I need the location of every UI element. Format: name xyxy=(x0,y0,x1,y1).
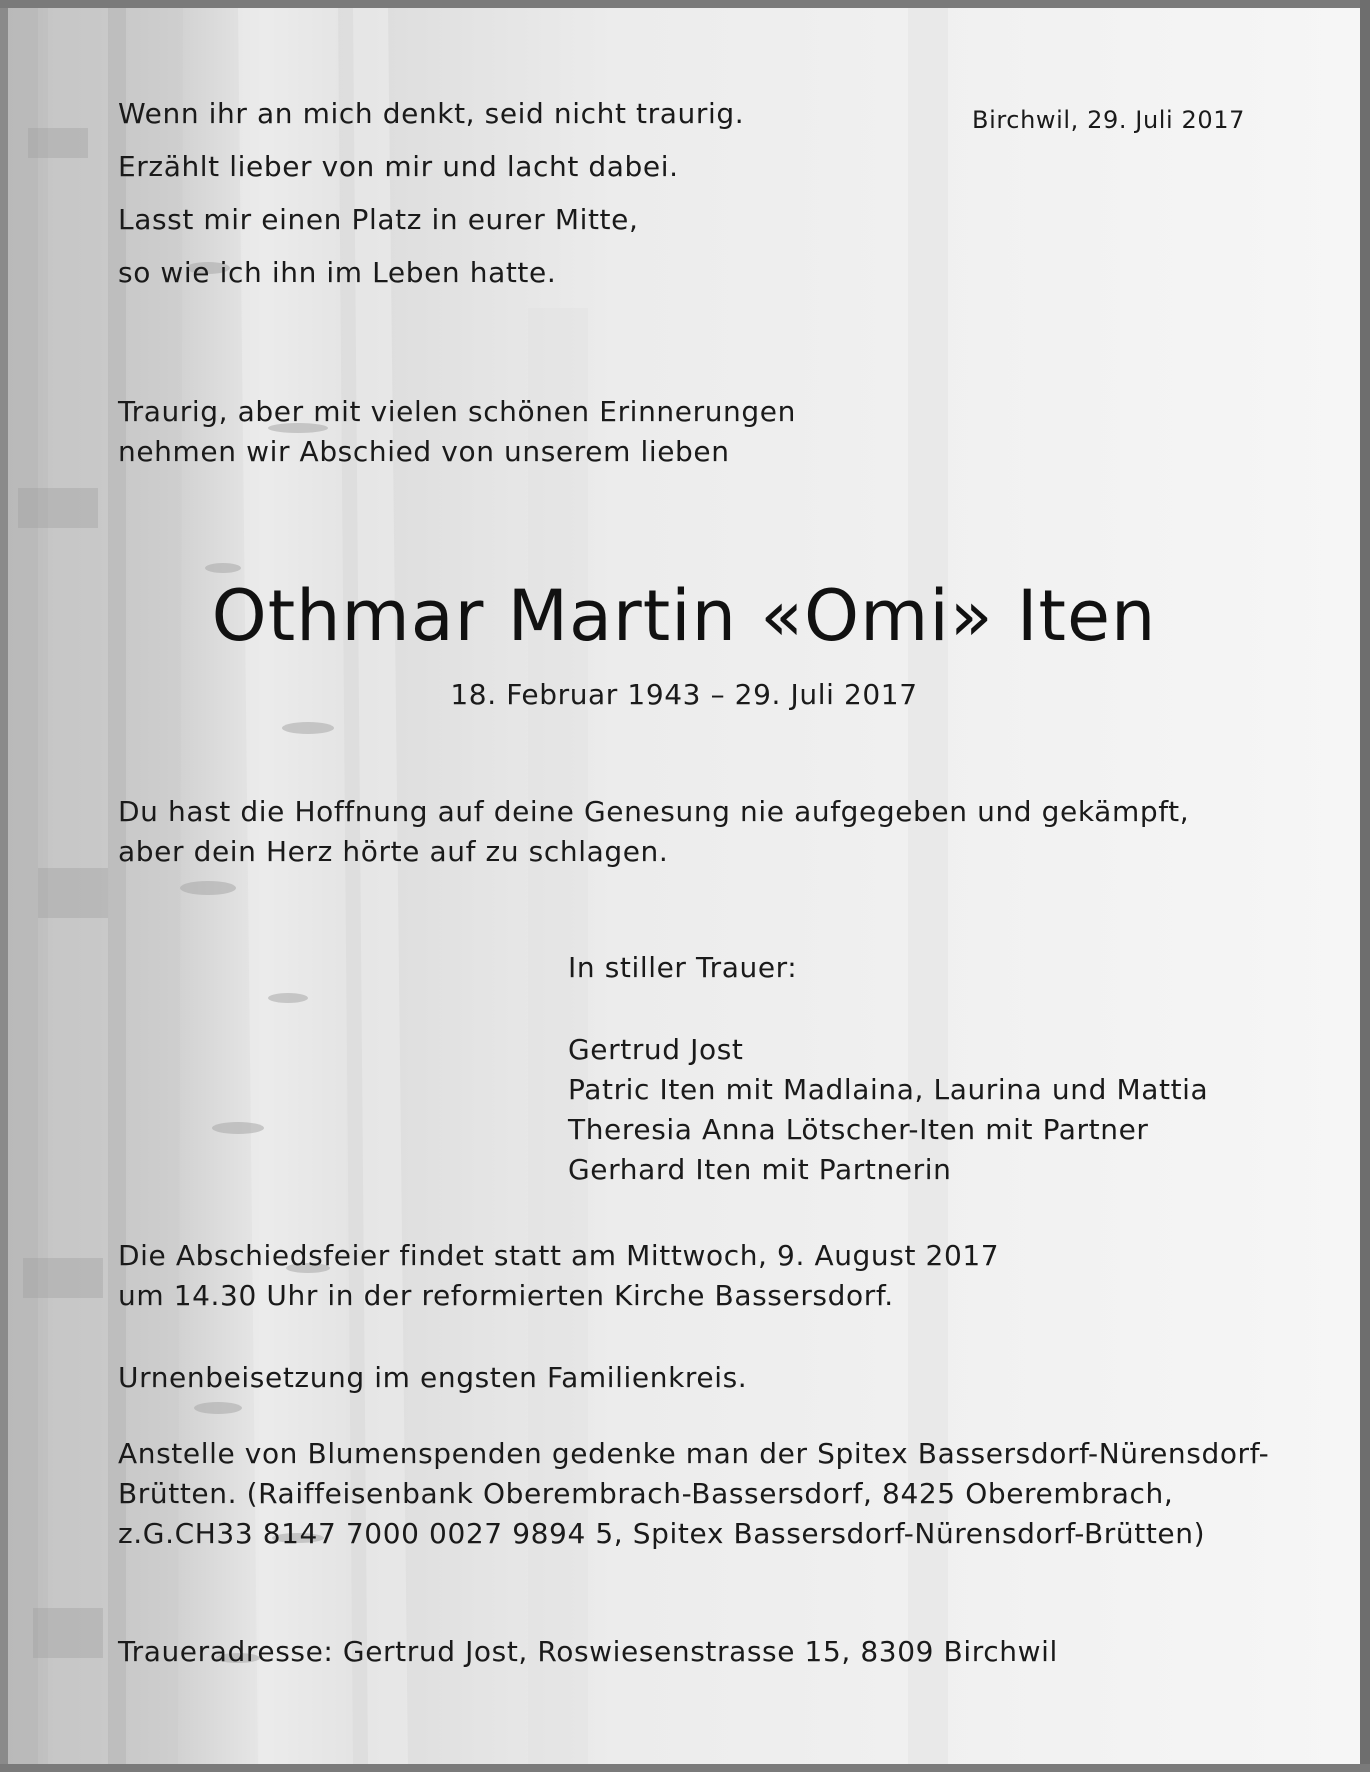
poem xyxy=(118,94,744,306)
burial-text: Urnenbeisetzung im engsten Familienkreis. xyxy=(118,1361,748,1394)
life-dates: 18. Februar 1943 – 29. Juli 2017 xyxy=(450,678,918,711)
donation-line: Anstelle von Blumenspenden gedenke man der Spitex Bassersdorf-Nürensdorf- xyxy=(118,1437,1270,1470)
ceremony-text xyxy=(118,1236,999,1316)
donation-text xyxy=(118,1434,1269,1554)
obituary-page xyxy=(8,8,1360,1764)
poem-line: Wenn ihr an mich denkt, seid nicht traurig. xyxy=(118,97,745,130)
mourners-list xyxy=(568,1030,1208,1190)
frame-top xyxy=(0,0,1370,8)
ceremony-line: um 14.30 Uhr in der reformierten Kirche Bassersdorf. xyxy=(118,1279,894,1312)
intro-text xyxy=(118,392,796,472)
mourner-name: Gerhard Iten mit Partnerin xyxy=(568,1153,952,1186)
frame-left xyxy=(0,0,8,1772)
mourner-name: Gertrud Jost xyxy=(568,1033,744,1066)
intro-line: Traurig, aber mit vielen schönen Erinnerungen xyxy=(118,395,796,428)
poem-line: Lasst mir einen Platz in eurer Mitte, xyxy=(118,203,639,236)
frame-right xyxy=(1360,0,1370,1772)
message-line: aber dein Herz hörte auf zu schlagen. xyxy=(118,835,669,868)
deceased-name: Othmar Martin «Omi» Iten xyxy=(211,575,1157,657)
frame-bottom xyxy=(0,1764,1370,1772)
message-text xyxy=(118,792,1189,872)
intro-line: nehmen wir Abschied von unserem lieben xyxy=(118,435,730,468)
mourner-name: Patric Iten mit Madlaina, Laurina und Mattia xyxy=(568,1073,1209,1106)
message-line: Du hast die Hoffnung auf deine Genesung nie aufgegeben und gekämpft, xyxy=(118,795,1190,828)
mourning-address: Traueradresse: Gertrud Jost, Roswiesenstrasse 15, 8309 Birchwil xyxy=(118,1635,1058,1668)
poem-line: Erzählt lieber von mir und lacht dabei. xyxy=(118,150,679,183)
poem-line: so wie ich ihn im Leben hatte. xyxy=(118,256,557,289)
mourner-name: Theresia Anna Lötscher-Iten mit Partner xyxy=(568,1113,1149,1146)
mourners-heading: In stiller Trauer: xyxy=(568,951,798,984)
donation-line: z.G.CH33 8147 7000 0027 9894 5, Spitex Bassersdorf-Nürensdorf-Brütten) xyxy=(118,1517,1206,1550)
donation-line: Brütten. (Raiffeisenbank Oberembrach-Bassersdorf, 8425 Oberembrach, xyxy=(118,1477,1174,1510)
place-date: Birchwil, 29. Juli 2017 xyxy=(972,106,1246,134)
ceremony-line: Die Abschiedsfeier findet statt am Mittwoch, 9. August 2017 xyxy=(118,1239,1000,1272)
